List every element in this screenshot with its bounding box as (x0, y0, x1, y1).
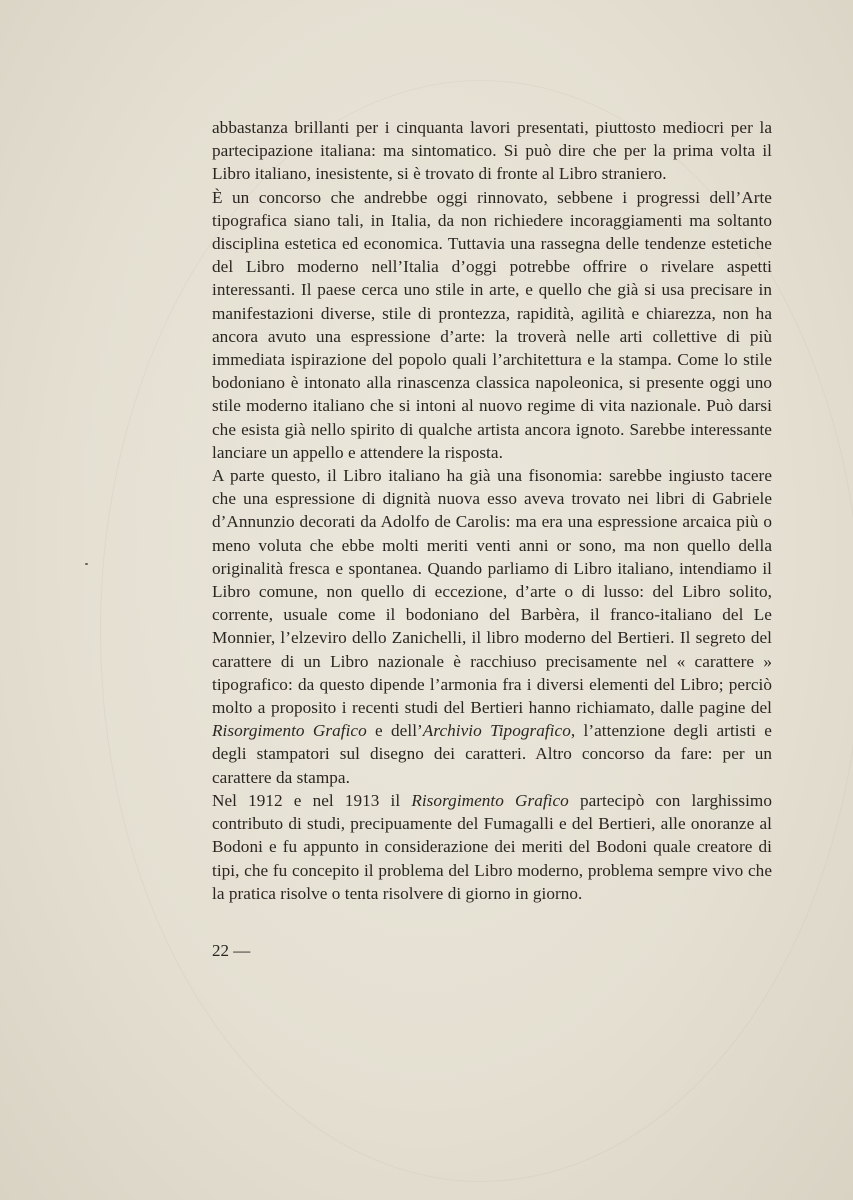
text-run: Nel 1912 e nel 1913 il (212, 790, 412, 810)
paragraph-1 (212, 116, 772, 186)
text-run: abbastanza brillanti per i cinquanta lavori presentati, piuttosto mediocri per la partecipazione italiana: ma sintomatico. Si può dire che per la prima volta il Libro italiano, inesistente, si è trovato di fronte al Libro straniero. (212, 118, 772, 184)
paragraph-4 (212, 789, 772, 905)
italic-title: Risorgimento Grafico (212, 721, 367, 741)
text-run: e dell’ (366, 721, 423, 741)
paragraph-3 (212, 464, 772, 789)
text-run: È un concorso che andrebbe oggi rinnovato, sebbene i progressi dell’Arte tipografica siano tali, in Italia, da non richiedere incoraggiamenti ma soltanto disciplina estetica ed economica. Tuttavia una rassegna delle tendenze estetiche del Libro moderno nell’Italia d’oggi potrebbe offrire o rivelare aspetti interessanti. Il paese cerca uno stile in arte, e quello che già si usa precisare in manifestazioni diverse, stile di prontezza, rapidità, agilità e chiarezza, non ha ancora avuto una espressione d’arte: la troverà nelle arti collettive di più immediata ispirazione del popolo quali l’architettura e la stampa. Come lo stile bodoniano è intonato alla rinascenza classica napoleonica, si presente oggi uno stile moderno italiano che si intoni al nuovo regime di vita nazionale. Può darsi che esista già nello spirito di qualche artista ancora ignoto. Sarebbe interessante lanciare un appello e attendere la risposta. (212, 187, 772, 462)
paragraph-2 (212, 186, 772, 464)
page-number: 22 — (212, 941, 251, 960)
text-run: partecipò con larghissimo contributo di studi, precipuamente del Fumagalli e del Bertieri, alle onoranze al Bodoni e fu appunto in considerazione dei meriti del Bodoni quale creatore di tipi, che fu concepito il problema del Libro moderno, problema sempre vivo che la pratica risolve o tenta risolvere di giorno in giorno. (212, 790, 772, 903)
italic-title: Archivio Tipografico (422, 721, 571, 741)
paper-speck (85, 563, 88, 565)
italic-title: Risorgimento Grafico (411, 790, 569, 810)
body-text (212, 116, 772, 905)
text-run: , l’attenzione degli artisti e degli stampatori sul disegno dei caratteri. Altro concorso da fare: per un carattere da stampa. (212, 721, 772, 787)
text-run: A parte questo, il Libro italiano ha già una fisonomia: sarebbe ingiusto tacere che una espressione di dignità nuova esso aveva trovato nei libri di Gabriele d’Annunzio decorati da Adolfo de Carolis: ma era una espressione arcaica più o meno voluta che ebbe molti meriti venti anni or sono, ma non quello della originalità fresca e spontanea. Quando parliamo di Libro italiano, intendiamo il Libro comune, non quello di eccezione, d’arte o di lusso: del Libro solito, corrente, usuale come il bodoniano del Barbèra, il franco-italiano del Le Monnier, l’elzeviro dello Zanichelli, il libro moderno del Bertieri. Il segreto del carattere di un Libro nazionale è racchiuso precisamente nel « carattere » tipografico: da questo dipende l’armonia fra i diversi elementi del Libro; perciò molto a proposito i recenti studi del Bertieri hanno richiamato, dalle pagine del (212, 466, 772, 718)
